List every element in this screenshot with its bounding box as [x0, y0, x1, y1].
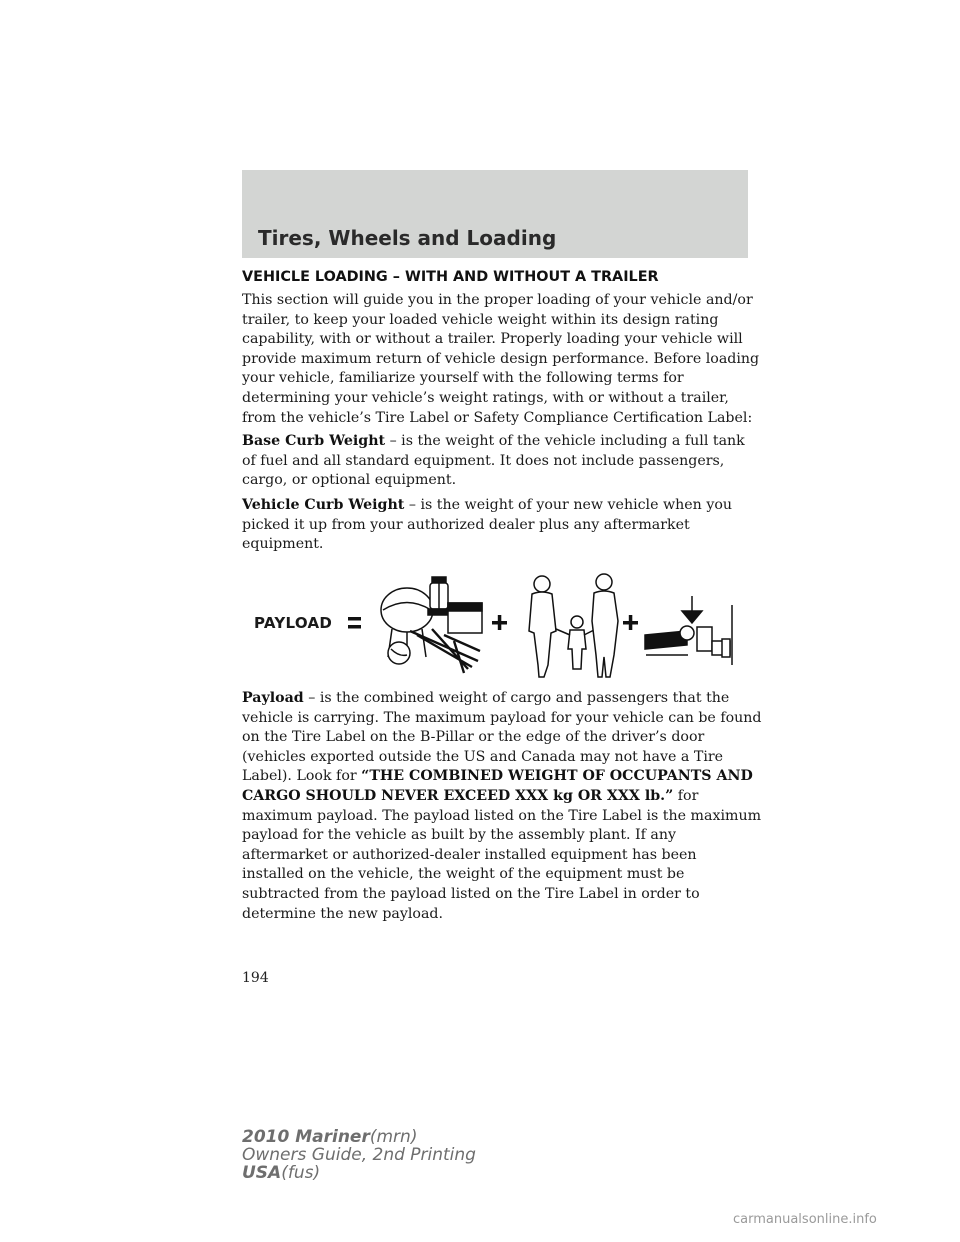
- equals-sign-icon: [348, 617, 361, 629]
- trailer-hitch-icon: [645, 596, 732, 665]
- cargo-cluster-icon: [381, 577, 482, 673]
- page-header-title: Tires, Wheels and Loading: [258, 226, 557, 250]
- payload-term: Payload: [242, 690, 304, 706]
- footer-imprint: [242, 1128, 476, 1182]
- plus-sign-icon: [492, 615, 507, 630]
- base-curb-weight-paragraph: [242, 432, 762, 491]
- section-heading: VEHICLE LOADING – WITH AND WITHOUT A TRAILER: [242, 269, 659, 285]
- footer-line-3: [242, 1164, 476, 1182]
- page-number: 194: [242, 970, 269, 986]
- vehicle-curb-weight-text: – is the weight of your new vehicle when you picked it up from your authorized dealer plus any aftermarket equipment.: [242, 497, 733, 553]
- payload-equation-art: [242, 565, 748, 681]
- footer-line-2: Owners Guide, 2nd Printing: [242, 1145, 476, 1165]
- footer-line-1: [242, 1128, 476, 1146]
- footer-model: 2010 Mariner: [242, 1127, 370, 1147]
- intro-paragraph: This section will guide you in the proper loading of your vehicle and/or trailer, to keep your loaded vehicle weight within its design rating capability, with or without a trailer. Properly loading your vehicle will provide maximum return of vehicle design performance. Before loading your vehicle, familiarize yourself with the following terms for determining your vehicle’s weight ratings, with or without a trailer, from the vehicle’s Tire Label or Safety Compliance Certification Label:: [242, 292, 760, 426]
- payload-text-1: – is the combined weight of cargo and passengers that the vehicle is carrying. The maximum payload for your vehicle can be found on the Tire Label on the B-Pillar or the edge of the driver’s door (vehicles exported outside the US and Canada may not have a Tire Label). Look for: [242, 690, 762, 785]
- payload-text-2: for maximum payload. The payload listed on the Tire Label is the maximum payload for the vehicle as built by the assembly plant. If any aftermarket or authorized-dealer installed equipment has been installed on the vehicle, the weight of the equipment must be subtracted from the payload listed on the Tire Label in order to determine the new payload.: [242, 787, 762, 922]
- vehicle-curb-weight-term: Vehicle Curb Weight: [242, 497, 405, 513]
- payload-paragraph: [242, 689, 762, 924]
- base-curb-weight-term: Base Curb Weight: [242, 433, 386, 449]
- footer-market: USA: [242, 1163, 282, 1183]
- payload-label: PAYLOAD: [254, 614, 333, 632]
- vehicle-curb-weight-paragraph: [242, 496, 762, 555]
- payload-warning-text: “THE COMBINED WEIGHT OF OCCUPANTS AND CARGO SHOULD NEVER EXCEED XXX kg OR XXX lb.”: [242, 768, 753, 804]
- plus-sign-icon: [623, 615, 638, 630]
- family-icon: [529, 574, 618, 677]
- footer-market-code: (fus): [281, 1163, 321, 1183]
- base-curb-weight-text: – is the weight of the vehicle including a full tank of fuel and all standard equipment. It does not include passengers, cargo, or optional equipment.: [242, 433, 745, 489]
- footer-model-code: (mrn): [369, 1127, 418, 1147]
- watermark: carmanualsonline.info: [733, 1212, 877, 1227]
- payload-illustration: [242, 565, 748, 681]
